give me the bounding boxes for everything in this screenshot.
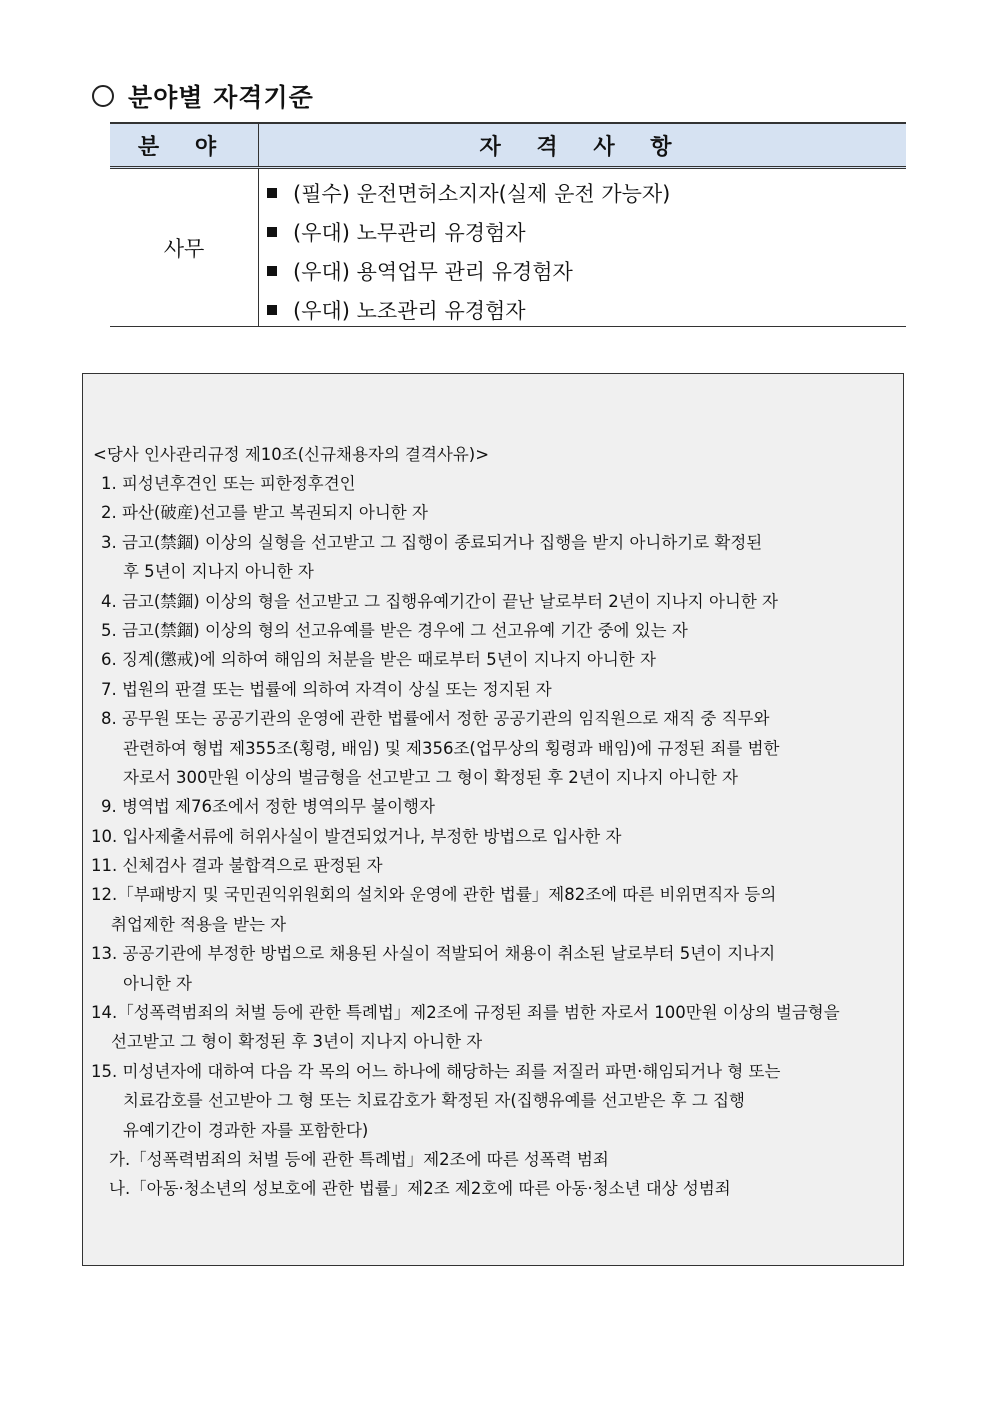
requirements-cell — [259, 169, 906, 326]
field-cell: 사무 — [110, 169, 259, 326]
rule-line: 4. 금고(禁錮) 이상의 형을 선고받고 그 집행유예기간이 끝난 날로부터 2년이 지나지 아니한 자 — [101, 591, 778, 611]
requirement-item: (우대) 용역업무 관리 유경험자 — [259, 251, 906, 290]
square-bullet-icon — [267, 266, 277, 276]
rule-line: 9. 병역법 제76조에서 정한 병역의무 불이행자 — [101, 797, 435, 817]
requirement-item: (우대) 노조관리 유경험자 — [259, 290, 906, 329]
header-requirements: 자 격 사 항 — [479, 134, 686, 160]
rule-line: 취업제한 적용을 받는 자 — [111, 914, 287, 934]
qualification-table — [110, 122, 906, 327]
box-title: <당사 인사관리규정 제10조(신규채용자의 결격사유)> — [93, 445, 490, 464]
rule-line: 자로서 300만원 이상의 벌금형을 선고받고 그 형이 확정된 후 2년이 지나지 아니한 자 — [123, 767, 738, 787]
rule-line: 3. 금고(禁錮) 이상의 실형을 선고받고 그 집행이 종료되거나 집행을 받지 아니하기로 확정된 — [101, 532, 763, 552]
header-field: 분 야 — [110, 124, 259, 166]
disqualification-box — [82, 373, 904, 1266]
section-title: 분야별 자격기준 — [128, 83, 314, 112]
rule-line: 8. 공무원 또는 공공기관의 운영에 관한 법률에서 정한 공공기관의 임직원으로 재직 중 직무와 — [101, 709, 770, 729]
rule-line: 12.「부패방지 및 국민권익위원회의 설치와 운영에 관한 법률」제82조에 따른 비위면직자 등의 — [91, 885, 777, 905]
rule-line: 아니한 자 — [123, 973, 193, 993]
rule-line: 15. 미성년자에 대하여 다음 각 목의 어느 하나에 해당하는 죄를 저질러 파면·해임되거나 형 또는 — [91, 1061, 781, 1081]
square-bullet-icon — [267, 188, 277, 198]
rule-line: 2. 파산(破産)선고를 받고 복권되지 아니한 자 — [101, 503, 428, 523]
circle-marker-icon — [92, 85, 114, 107]
rule-line: 14.「성폭력범죄의 처벌 등에 관한 특례법」제2조에 규정된 죄를 범한 자로서 100만원 이상의 벌금형을 — [91, 1003, 840, 1023]
rule-line: 관련하여 형법 제355조(횡령, 배임) 및 제356조(업무상의 횡령과 배임)에 규정된 죄를 범한 — [123, 738, 780, 758]
section-heading — [92, 78, 314, 114]
rule-line: 나.「아동·청소년의 성보호에 관한 법률」제2조 제2호에 따른 아동·청소년 대상 성범죄 — [109, 1179, 731, 1199]
rule-line: 유예기간이 경과한 자를 포함한다) — [123, 1120, 369, 1140]
rule-line: 1. 피성년후견인 또는 피한정후견인 — [101, 474, 356, 493]
square-bullet-icon — [267, 227, 277, 237]
rule-line: 가.「성폭력범죄의 처벌 등에 관한 특례법」제2조에 따른 성폭력 범죄 — [109, 1149, 609, 1169]
rule-line: 13. 공공기관에 부정한 방법으로 채용된 사실이 적발되어 채용이 취소된 날로부터 5년이 지나지 — [91, 944, 776, 964]
rule-line: 7. 법원의 판결 또는 법률에 의하여 자격이 상실 또는 정지된 자 — [101, 679, 552, 699]
rule-line: 5. 금고(禁錮) 이상의 형의 선고유예를 받은 경우에 그 선고유예 기간 중에 있는 자 — [101, 620, 688, 640]
rule-line: 후 5년이 지나지 아니한 자 — [123, 562, 314, 582]
square-bullet-icon — [267, 305, 277, 315]
table-row — [110, 169, 906, 327]
rule-line: 11. 신체검사 결과 불합격으로 판정된 자 — [91, 856, 383, 876]
rule-line: 선고받고 그 형이 확정된 후 3년이 지나지 아니한 자 — [111, 1032, 483, 1052]
rules-list — [91, 469, 897, 1204]
rule-line: 10. 입사제출서류에 허위사실이 발견되었거나, 부정한 방법으로 입사한 자 — [91, 826, 622, 846]
rule-line: 6. 징계(懲戒)에 의하여 해임의 처분을 받은 때로부터 5년이 지나지 아니한 자 — [101, 650, 656, 670]
requirement-item: (우대) 노무관리 유경험자 — [259, 212, 906, 251]
requirement-item: (필수) 운전면허소지자(실제 운전 가능자) — [259, 173, 906, 212]
rule-line: 치료감호를 선고받아 그 형 또는 치료감호가 확정된 자(집행유예를 선고받은 후 그 집행 — [123, 1091, 745, 1111]
table-header — [110, 122, 906, 169]
